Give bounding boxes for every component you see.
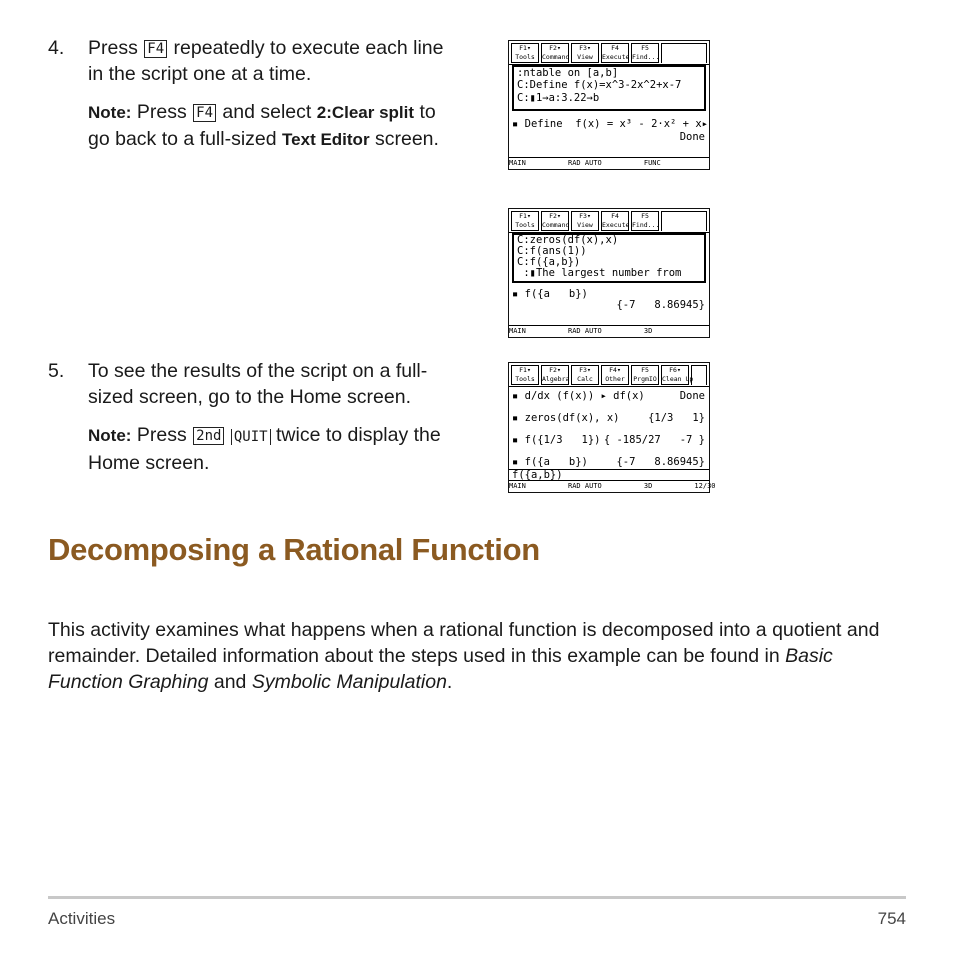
note-text: go back to a full-sized xyxy=(88,128,283,150)
note-text: Press xyxy=(131,424,193,446)
tab-f4: F4 Execute xyxy=(602,44,630,61)
tab-f1: F1▾ Tools xyxy=(511,211,539,231)
toolbar xyxy=(509,209,709,233)
note-text: and select xyxy=(217,101,317,123)
tab-f3: F3▾ View xyxy=(571,211,599,231)
tab-f3: F3▾ Calc xyxy=(571,365,599,385)
script-line: C:f(ans(1)) xyxy=(517,245,587,257)
script-line: :ntable on [a,b] xyxy=(517,67,619,79)
f4-key: F4 xyxy=(193,104,216,122)
tab-f1: F1▾ Tools xyxy=(511,43,539,63)
history-result: Done xyxy=(679,390,705,402)
history-result: Done xyxy=(679,131,705,143)
paragraph-text: and xyxy=(208,671,252,693)
status-bar: MAIN RAD AUTO FUNC xyxy=(509,157,709,169)
entry-line: f({a,b}) xyxy=(512,469,563,481)
script-line: C:Define f(x)=x^3-2x^2+x-7 xyxy=(517,79,682,91)
note-text: twice to display the xyxy=(270,424,441,446)
calculator-screen-2 xyxy=(508,208,710,338)
tab-f4: F4 Execute xyxy=(602,212,630,229)
history-result: {1/3 1} xyxy=(648,412,705,424)
tab-f6: F6▾ Clean Up xyxy=(662,366,694,383)
2nd-key: 2nd xyxy=(193,427,224,445)
note-text: Home screen. xyxy=(88,452,210,474)
tab-f5: F5 Find... xyxy=(632,212,660,229)
tab-f2: F2▾ Command xyxy=(542,212,570,229)
script-line: C:▮1→a:3.22→b xyxy=(517,92,600,104)
history-result: {-7 8.86945} xyxy=(616,299,705,311)
step-number: 4. xyxy=(48,37,65,59)
history-entry: ▪ f({a b}) xyxy=(512,288,588,300)
toolbar xyxy=(509,41,709,65)
step-text: in the script one at a time. xyxy=(88,63,312,85)
paragraph-text: . xyxy=(446,671,453,693)
history-entry: ▪ Define f(x) = x³ - 2·x² + x▸ xyxy=(512,118,708,130)
tab-f1: F1▾ Tools xyxy=(511,365,539,385)
paragraph-text: This activity examines what happens when a rational function is decomposed into a quotient and remainder. Detailed information about the steps used in this example can be found in xyxy=(48,619,880,667)
menu-option: 2:Clear split xyxy=(316,103,415,122)
script-line: C:zeros(df(x),x) xyxy=(517,234,619,246)
tab-f2: F2▾ Command xyxy=(542,44,570,61)
reference-symbolic-manipulation: Symbolic Manipulation xyxy=(251,671,447,693)
note-text: to xyxy=(414,101,436,123)
note-text: Press xyxy=(131,101,193,123)
calculator-screen-3 xyxy=(508,362,716,493)
tab-f3: F3▾ View xyxy=(571,43,599,63)
reference-basic-function-graphing: Basic Function Graphing xyxy=(48,645,833,693)
script-line: C:f({a,b}) xyxy=(517,256,581,268)
history-entry: ▪ f({a b}) xyxy=(512,456,588,468)
section-title: Decomposing a Rational Function xyxy=(48,532,540,567)
script-line: :▮The largest number from xyxy=(517,267,682,279)
status-bar: MAIN RAD AUTO 3D 12/30 xyxy=(509,482,716,490)
script-editor xyxy=(512,65,706,111)
step-text: Press xyxy=(88,37,144,59)
step-number: 5. xyxy=(48,360,65,382)
step-text: repeatedly to execute each line xyxy=(168,37,444,59)
note-5 xyxy=(88,422,441,476)
note-label: Note: xyxy=(88,103,132,122)
history-entry: ▪ d/dx (f(x)) ▸ df(x) xyxy=(512,390,645,402)
tab-f2: F2▾ Algebra xyxy=(542,366,570,383)
footer-divider xyxy=(48,896,906,899)
note-4 xyxy=(88,99,439,153)
footer-section: Activities xyxy=(48,909,116,928)
step-text: sized screen, go to the Home screen. xyxy=(88,386,411,408)
intro-paragraph xyxy=(48,617,908,695)
page-number: 754 xyxy=(877,909,906,928)
toolbar xyxy=(509,363,709,387)
f4-key: F4 xyxy=(144,40,167,58)
script-editor xyxy=(512,233,706,283)
tab-f4: F4▾ Other xyxy=(601,365,629,385)
step-text: To see the results of the script on a full- xyxy=(88,360,428,382)
history-result: { -185/27 -7 } xyxy=(603,434,705,446)
note-text: screen. xyxy=(369,128,439,150)
status-bar: MAIN RAD AUTO 3D xyxy=(509,325,709,337)
calculator-screen-1 xyxy=(508,40,710,170)
history-result: {-7 8.86945} xyxy=(616,456,705,468)
history-entry: ▪ f({1/3 1}) xyxy=(512,434,601,446)
quit-key: QUIT xyxy=(231,429,271,445)
tab-f5: F5 PrgmIO xyxy=(631,365,659,385)
history-entry: ▪ zeros(df(x), x) xyxy=(512,412,620,424)
tab-f5: F5 Find... xyxy=(632,44,660,61)
text-editor-label: Text Editor xyxy=(282,130,370,149)
note-label: Note: xyxy=(88,426,132,445)
